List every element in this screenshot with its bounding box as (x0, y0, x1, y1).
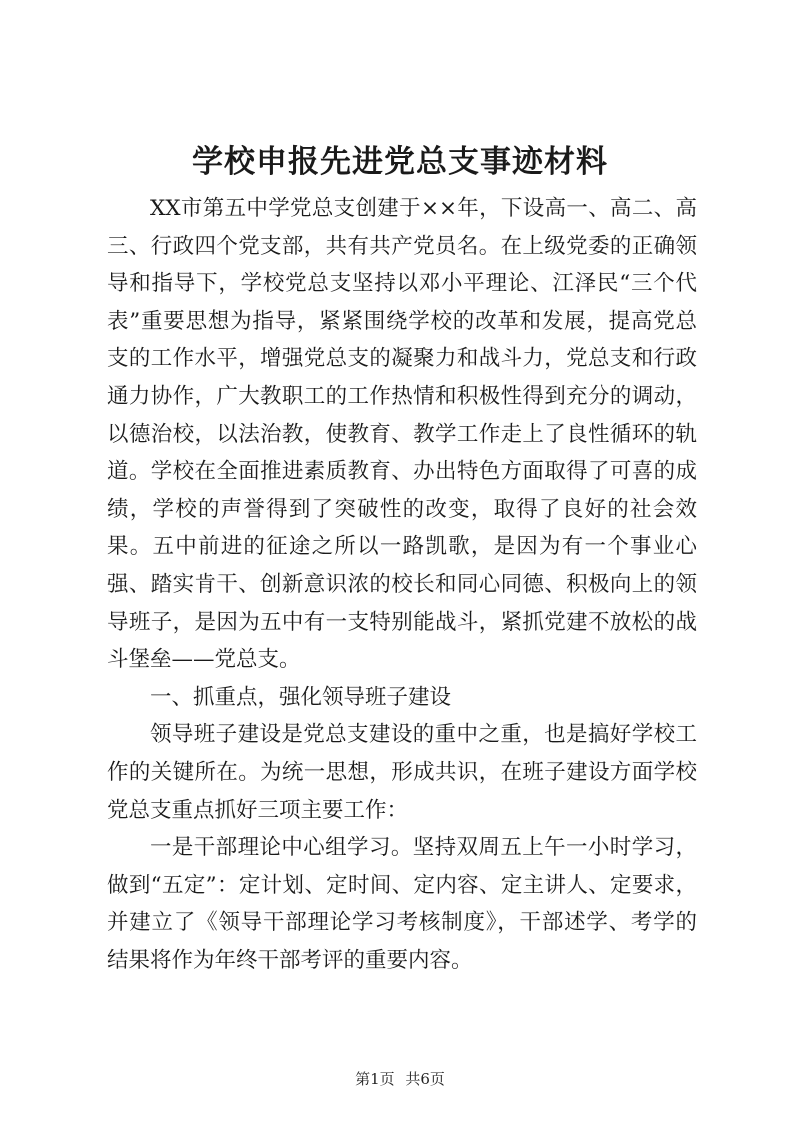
page-total: 共6页 (405, 1070, 445, 1088)
document-title: 学校申报先进党总支事迹材料 (192, 144, 608, 180)
page-number: 第1页 (355, 1070, 395, 1088)
intro-paragraph: XX市第五中学党总支创建于××年，下设高一、高二、高三、行政四个党支部，共有共产党员名。在上级党委的正确领导和指导下，学校党总支坚持以邓小平理论、江泽民“三个代表”重要思想为指导，紧紧围绕学校的改革和发展，提高党总支的工作水平，增强党总支的凝聚力和战斗力，党总支和行政通力协作，广大教职工的工作热情和积极性得到充分的调动，以德治校，以法治教，使教育、教学工作走上了良性循环的轨道。学校在全面推进素质教育、办出特色方面取得了可喜的成绩，学校的声誉得到了突破性的改变，取得了良好的社会效果。五中前进的征途之所以一路凯歌，是因为有一个事业心强、踏实肯干、创新意识浓的校长和同心同德、积极向上的领导班子，是因为五中有一支特别能战斗，紧抓党建不放松的战斗堡垒——党总支。 (107, 196, 697, 673)
page-footer (0, 1069, 800, 1089)
body-paragraph: 领导班子建设是党总支建设的重中之重，也是搞好学校工作的关键所在。为统一思想，形成共识，在班子建设方面学校党总支重点抓好三项主要工作： (107, 722, 697, 823)
document-body (107, 190, 697, 979)
section-heading: 一、抓重点，强化领导班子建设 (150, 684, 452, 710)
body-paragraph: 一是干部理论中心组学习。坚持双周五上午一小时学习，做到“五定”：定计划、定时间、定内容、定主讲人、定要求，并建立了《领导干部理论学习考核制度》，干部述学、考学的结果将作为年终干部考评的重要内容。 (107, 835, 697, 973)
